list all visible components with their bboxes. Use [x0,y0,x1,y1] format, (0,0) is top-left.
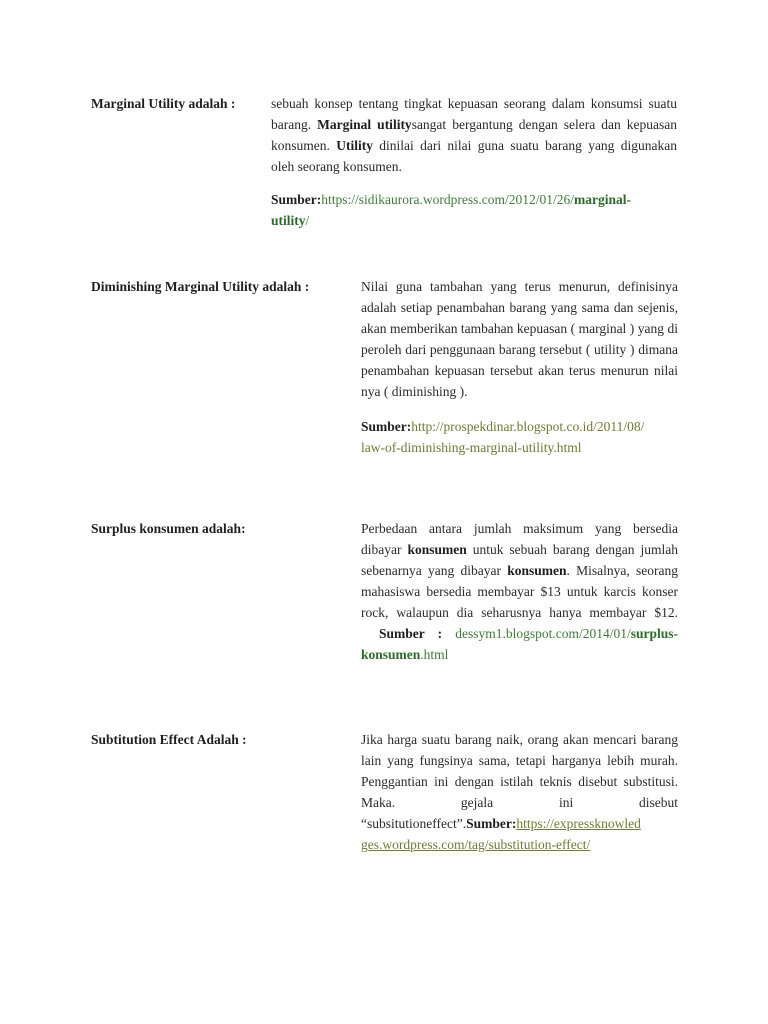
source-label: Sumber: [361,419,412,434]
definition-marginal-utility [271,93,677,231]
definition-text: dinilai dari nilai guna suatu barang yang digunakan oleh seorang konsumen. [271,138,677,174]
definition-text: sangat bergantung dengan selera dan kepuasan konsumen. [271,117,678,153]
definition-text: sebuah konsep tentang tingkat kepuasan seorang dalam konsumsi suatu barang. [271,96,677,132]
term-subtitution-effect: Subtitution Effect Adalah : [91,732,247,747]
definition-diminishing-marginal-utility [361,276,678,458]
definition-text: . Misalnya, seorang mahasiswa bersedia membayar $13 untuk karcis konser rock, walaupun dia seharusnya hanya membayar $12. [361,563,678,620]
definition-bold-term: Utility [336,138,373,153]
term-diminishing-marginal-utility: Diminishing Marginal Utility adalah : [91,279,310,294]
definition-bold-term: konsumen [507,563,567,578]
definition-text: Jika harga suatu barang naik, orang akan mencari barang lain yang fungsinya sama, tetapi harganya lebih murah. Penggantian ini dengan istilah teknis disebut substitusi. Maka. gejala ini disebut “subsitutioneffect”. [361,732,678,831]
source-link[interactable]: dessym1.blogspot.com/2014/01/surplus-konsumen.html [361,626,678,662]
definition-bold-term: konsumen [407,542,467,557]
term-marginal-utility: Marginal Utility adalah : [91,96,236,111]
definition-text: Nilai guna tambahan yang terus menurun, definisinya adalah setiap penambahan barang yang sama dan sejenis, akan memberikan tambahan kepuasan ( marginal ) yang di peroleh dari penggunaan barang tersebut ( utility ) dimana penambahan kepuasan tersebut akan terus menurun nilai nya ( diminishing ). [361,279,678,399]
definition-bold-term: Marginal utility [317,117,412,132]
definition-text: Perbedaan antara jumlah maksimum yang bersedia dibayar [361,521,678,557]
source-link[interactable]: https://expressknowled ges.wordpress.com/tag/substitution-effect/ [361,816,641,852]
source-link[interactable]: http://prospekdinar.blogspot.co.id/2011/08/ law-of-diminishing-marginal-utility.html [361,419,645,455]
source-label: Sumber: [466,816,517,831]
term-surplus-konsumen: Surplus konsumen adalah: [91,521,246,536]
definition-subtitution-effect [361,729,678,855]
source-label: Sumber: [271,192,322,207]
source-link[interactable]: https://sidikaurora.wordpress.com/2012/01/26/marginal- utility/ [271,192,631,228]
source-label: Sumber : [379,626,443,641]
definition-surplus-konsumen [361,518,678,665]
definition-text: untuk sebuah barang dengan jumlah sebenarnya yang dibayar [361,542,679,578]
